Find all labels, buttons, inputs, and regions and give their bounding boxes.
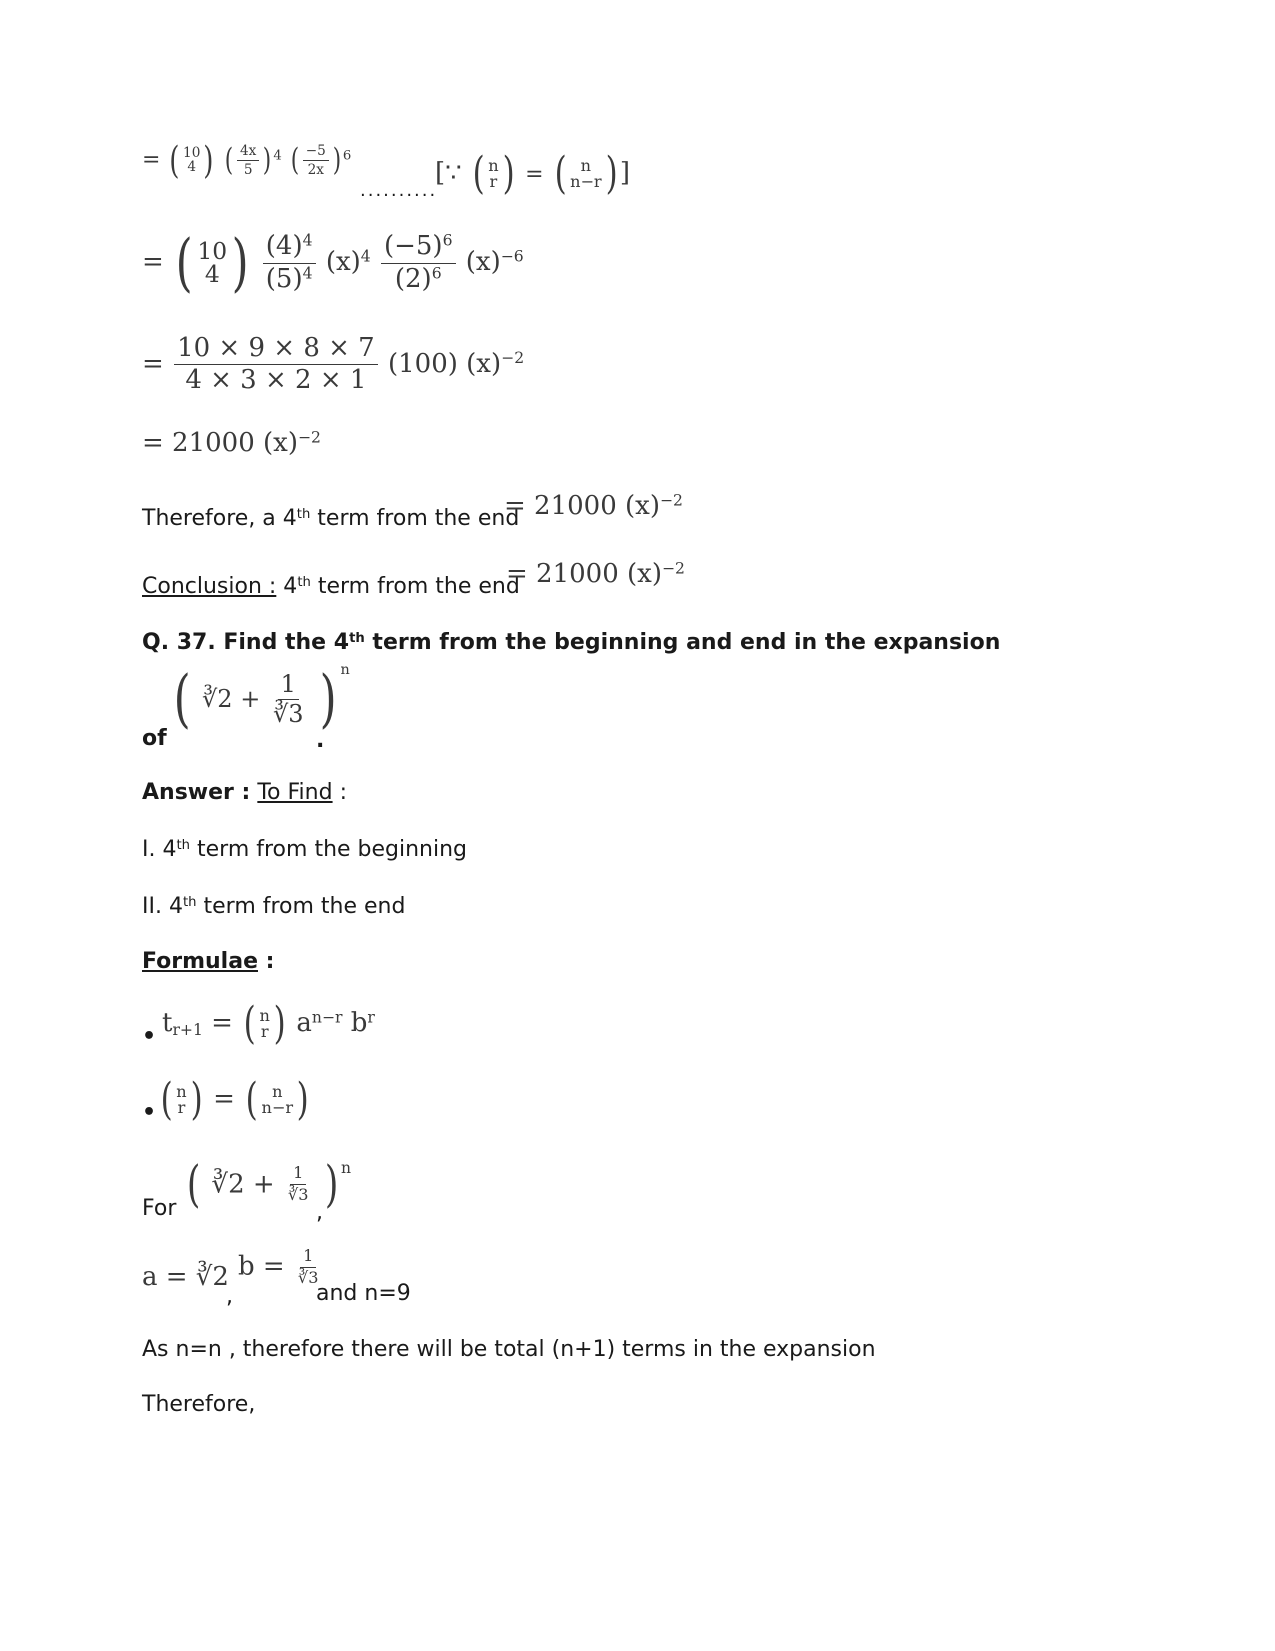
bracket-open: [∵ — [435, 158, 462, 189]
equals-sign: = — [142, 348, 164, 379]
comma: , — [226, 1284, 233, 1309]
binomial-n-r: ( n r ) — [472, 148, 515, 199]
fraction-neg5-2x — [303, 144, 329, 178]
text: term from the beginning and end in the expansion — [364, 630, 1001, 655]
equals-sign: = — [211, 1008, 233, 1039]
power: −2 — [501, 349, 525, 368]
result-expression: = 21000 (x) — [506, 559, 662, 589]
formulae-heading — [142, 949, 274, 974]
binom-top: 10 — [197, 236, 228, 265]
equation-line-2 — [142, 226, 524, 299]
binomial-n-nr: ( n n−r ) — [245, 1074, 309, 1125]
binomial-10-4: ( 10 4 ) — [175, 226, 249, 299]
comma: , — [316, 1200, 323, 1225]
binom-bottom: r — [260, 1022, 269, 1042]
frac-den: 2x — [307, 162, 324, 179]
terms-count-line: As n=n , therefore there will be total (n+1) terms in the expansion — [142, 1337, 876, 1362]
plus-sign: + — [252, 1169, 275, 1200]
frac-den: ∛3 — [287, 1185, 309, 1205]
frac-num: −5 — [303, 144, 329, 161]
power: −6 — [500, 247, 524, 266]
equals-sign: = — [142, 247, 164, 278]
power: 6 — [342, 148, 352, 164]
power: 6 — [431, 264, 442, 283]
binom-top: n — [272, 1081, 283, 1101]
superscript: th — [297, 574, 311, 590]
power: −2 — [661, 559, 685, 578]
frac-num: 10 × 9 × 8 × 7 — [174, 335, 378, 365]
power: r — [367, 1008, 375, 1027]
fraction-neg5-2 — [381, 233, 456, 293]
b-symbol: b — [350, 1008, 368, 1039]
frac-num: (−5) — [383, 231, 443, 262]
binom-top: n — [259, 1005, 270, 1025]
equation-line-3 — [142, 335, 524, 395]
cube-root-2: ∛2 — [201, 685, 233, 714]
formula-general-term — [162, 998, 375, 1049]
t-symbol: t — [162, 1008, 173, 1039]
power: n — [340, 662, 350, 679]
b-definition — [238, 1248, 323, 1287]
text: Therefore, a 4 — [142, 506, 297, 531]
frac-den: (5) — [265, 263, 303, 294]
power: −2 — [297, 428, 321, 447]
fraction-1-cuberoot3 — [270, 669, 307, 728]
bullet: • — [142, 1024, 157, 1049]
answer-line — [142, 780, 347, 805]
binom-top: n — [488, 155, 499, 175]
binom-top: n — [580, 155, 592, 175]
text: term from the end — [310, 574, 520, 599]
colon: : — [258, 949, 275, 974]
equals-sign: = — [142, 147, 161, 173]
text: II. 4 — [142, 894, 183, 919]
frac-num: (4) — [265, 231, 303, 262]
power: 6 — [442, 231, 453, 250]
text: term from the beginning — [190, 837, 468, 862]
binom-bottom: r — [177, 1098, 186, 1118]
colon: : — [332, 780, 347, 805]
frac-num: 1 — [300, 1248, 316, 1268]
text: 4 — [276, 574, 298, 599]
question-expression: ( ∛2 + $\frac{1}{∛3}$ ) $^n$ — [173, 662, 350, 735]
equation-line-1: = ( 10 4 ) ( $\frac{4x}{5}$ ) $^4$ ( $\frac{-5}{2x}$ ) $^6$ — [142, 138, 352, 182]
item-2 — [142, 894, 405, 919]
equals-sign: = — [525, 162, 544, 188]
answer-label: Answer : — [142, 780, 251, 805]
frac-den: 5 — [243, 162, 253, 179]
a-definition: a = ∛2 — [142, 1262, 229, 1292]
conclusion-result — [506, 559, 685, 589]
superscript: th — [176, 837, 191, 853]
to-find-label: To Find — [257, 780, 333, 805]
conclusion-label: Conclusion : — [142, 574, 277, 599]
x-term: (x) — [465, 247, 501, 278]
binomial-n-nr: ( n n−r ) — [554, 148, 618, 199]
therefore-end: Therefore, — [142, 1392, 256, 1417]
subscript: r+1 — [172, 1021, 203, 1039]
binom-bottom: n−r — [261, 1098, 294, 1118]
text: Q. 37. Find the 4 — [142, 630, 350, 655]
dots: .......... — [360, 180, 438, 201]
x-term: (x) — [325, 247, 361, 278]
fraction-4x-5 — [237, 144, 259, 178]
frac-num: 1 — [278, 672, 299, 700]
power: 4 — [302, 231, 313, 250]
fraction-1-cuberoot3 — [285, 1165, 312, 1204]
therefore-line — [142, 506, 519, 531]
power: 4 — [273, 148, 282, 164]
binom-bottom: r — [489, 172, 498, 192]
b-equals: b = — [238, 1251, 285, 1282]
power: n — [341, 1158, 352, 1177]
fraction-4-5 — [263, 233, 316, 293]
frac-den: 4 × 3 × 2 × 1 — [185, 365, 367, 396]
for-label: For — [142, 1196, 177, 1221]
item-1 — [142, 837, 467, 862]
frac-num: 4x — [237, 144, 259, 161]
frac-den: ∛3 — [297, 1267, 319, 1287]
equation-line-4 — [142, 428, 321, 458]
result-expression: = 21000 (x) — [504, 491, 660, 521]
plus-sign: + — [240, 685, 261, 714]
fraction-factorial — [174, 335, 378, 395]
therefore-result — [504, 491, 683, 521]
frac-den: ∛3 — [272, 699, 304, 728]
formula-binomial-symmetry — [158, 1074, 311, 1125]
a-symbol: a — [296, 1008, 312, 1039]
superscript: th — [349, 630, 365, 646]
power: −2 — [659, 491, 683, 510]
frac-num: 1 — [290, 1165, 306, 1185]
product-term: (100) (x) — [387, 348, 502, 379]
power: n−r — [311, 1008, 343, 1027]
text: term from the end — [196, 894, 406, 919]
question-period: . — [316, 728, 325, 753]
binom-top: 10 — [183, 145, 201, 162]
power: 4 — [302, 264, 313, 283]
bracket-close: ] — [619, 158, 631, 189]
binom-top: n — [176, 1081, 187, 1101]
for-expression: ( ∛2 + $\frac{1}{∛3}$ ) $^n$ — [186, 1155, 352, 1213]
binomial-n-r: ( n r ) — [160, 1074, 203, 1125]
cube-root-2: ∛2 — [211, 1169, 245, 1200]
text: I. 4 — [142, 837, 177, 862]
n-value: and n=9 — [316, 1281, 411, 1306]
binom-bottom: 4 — [204, 260, 220, 289]
conclusion-line — [142, 574, 520, 599]
frac-den: (2) — [394, 263, 432, 294]
binom-bottom: 4 — [187, 158, 197, 175]
question-title — [142, 630, 1000, 655]
binomial-10-4: ( 10 4 ) — [169, 138, 214, 182]
property-note — [435, 148, 631, 199]
binomial-n-r: ( n r ) — [243, 998, 286, 1049]
superscript: th — [182, 894, 197, 910]
question-of: of — [142, 726, 167, 751]
formulae-label: Formulae — [142, 949, 258, 974]
binom-bottom: n−r — [570, 172, 602, 192]
superscript: th — [296, 506, 311, 522]
equals-sign: = — [213, 1084, 235, 1115]
power: 4 — [360, 247, 371, 266]
result-expression: = 21000 (x) — [142, 428, 298, 458]
text: term from the end — [310, 506, 520, 531]
bullet: • — [142, 1100, 157, 1125]
